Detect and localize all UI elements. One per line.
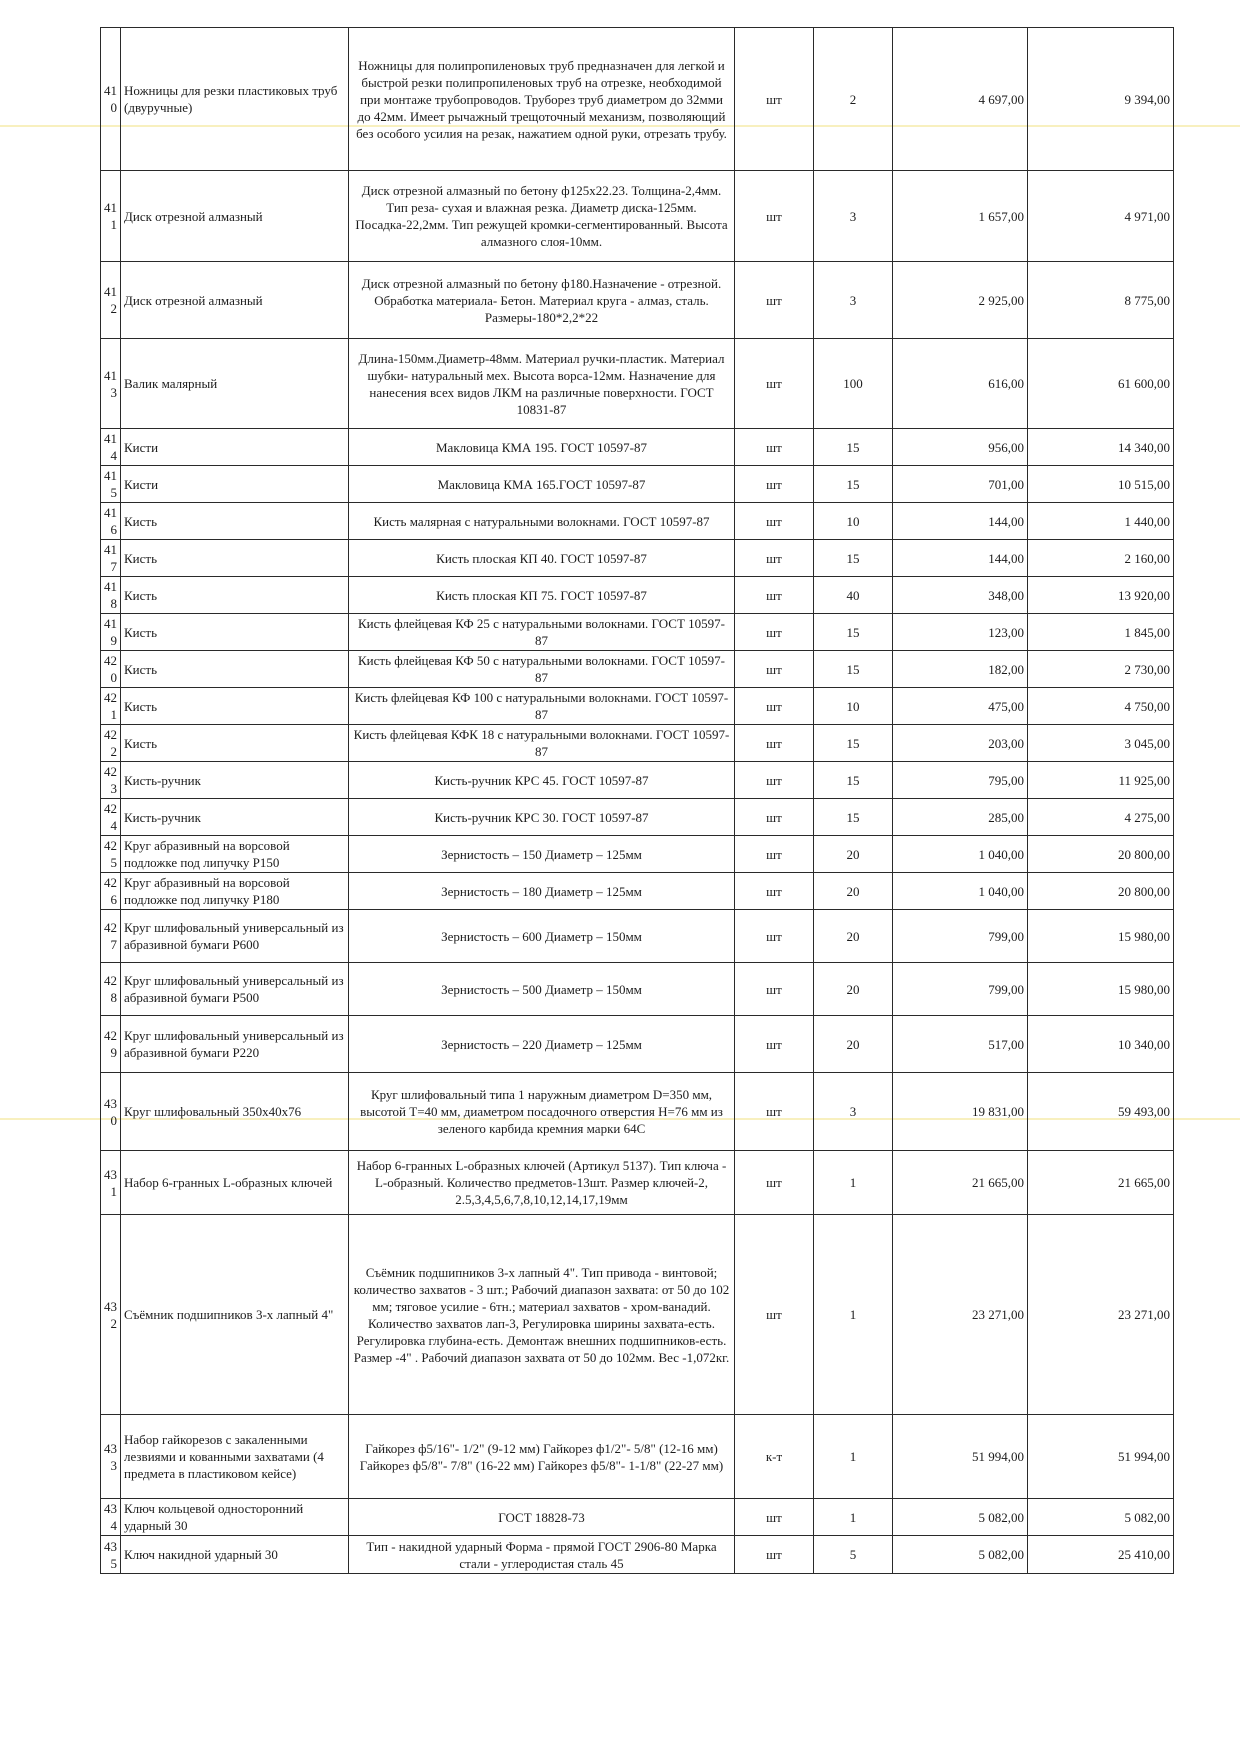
table-row — [101, 725, 1174, 762]
total-cell: 20 800,00 — [1028, 873, 1174, 910]
total-cell: 23 271,00 — [1028, 1215, 1174, 1415]
quantity-cell: 15 — [814, 540, 893, 577]
table-body — [101, 28, 1174, 1574]
total-cell: 13 920,00 — [1028, 577, 1174, 614]
quantity-cell: 20 — [814, 910, 893, 963]
quantity-cell: 15 — [814, 466, 893, 503]
total-cell: 4 275,00 — [1028, 799, 1174, 836]
item-description-cell: Кисть-ручник КРС 45. ГОСТ 10597-87 — [349, 762, 735, 799]
unit-cell: шт — [735, 28, 814, 171]
row-number-cell: 419 — [101, 614, 121, 651]
table-row — [101, 762, 1174, 799]
row-number-cell: 414 — [101, 429, 121, 466]
item-description-cell: Кисть флейцевая КФ 50 с натуральными волокнами. ГОСТ 10597-87 — [349, 651, 735, 688]
unit-cell: шт — [735, 1016, 814, 1073]
table-row — [101, 171, 1174, 262]
unit-cell: шт — [735, 171, 814, 262]
quantity-cell: 15 — [814, 614, 893, 651]
unit-cell: шт — [735, 429, 814, 466]
table-row — [101, 963, 1174, 1016]
unit-price-cell: 956,00 — [893, 429, 1028, 466]
item-name-cell: Кисть — [121, 614, 349, 651]
unit-price-cell: 795,00 — [893, 762, 1028, 799]
item-name-cell: Кисти — [121, 429, 349, 466]
unit-cell: шт — [735, 1215, 814, 1415]
table-row — [101, 339, 1174, 429]
item-description-cell: Гайкорез ф5/16"- 1/2" (9-12 мм) Гайкорез ф1/2"- 5/8" (12-16 мм) Гайкорез ф5/8"- 7/8" (16-22 мм) Гайкорез ф5/8"- 1-1/8" (22-27 мм) — [349, 1415, 735, 1499]
unit-cell: шт — [735, 466, 814, 503]
item-description-cell: Набор 6-гранных L-образных ключей (Артикул 5137). Тип ключа -L-образный. Количество предметов-13шт. Размер ключей-2, 2.5,3,4,5,6,7,8,10,12,14,17,19мм — [349, 1151, 735, 1215]
item-description-cell: Зернистость – 600 Диаметр – 150мм — [349, 910, 735, 963]
total-cell: 2 730,00 — [1028, 651, 1174, 688]
item-description-cell: Круг шлифовальный типа 1 наружным диаметром D=350 мм, высотой T=40 мм, диаметром посадочного отверстия H=76 мм из зеленого карбида кремния марки 64С — [349, 1073, 735, 1151]
table-row — [101, 1215, 1174, 1415]
unit-cell: шт — [735, 262, 814, 339]
item-description-cell: Кисть малярная с натуральными волокнами. ГОСТ 10597-87 — [349, 503, 735, 540]
quantity-cell: 2 — [814, 28, 893, 171]
quantity-cell: 1 — [814, 1499, 893, 1536]
unit-price-cell: 4 697,00 — [893, 28, 1028, 171]
quantity-cell: 20 — [814, 1016, 893, 1073]
unit-price-cell: 701,00 — [893, 466, 1028, 503]
item-description-cell: Макловица КМА 165.ГОСТ 10597-87 — [349, 466, 735, 503]
quantity-cell: 3 — [814, 171, 893, 262]
total-cell: 10 340,00 — [1028, 1016, 1174, 1073]
total-cell: 15 980,00 — [1028, 910, 1174, 963]
total-cell: 51 994,00 — [1028, 1415, 1174, 1499]
specification-table — [100, 27, 1174, 1574]
row-number-cell: 432 — [101, 1215, 121, 1415]
unit-price-cell: 182,00 — [893, 651, 1028, 688]
unit-cell: шт — [735, 577, 814, 614]
item-name-cell: Круг шлифовальный универсальный из абразивной бумаги Р500 — [121, 963, 349, 1016]
table-row — [101, 836, 1174, 873]
total-cell: 2 160,00 — [1028, 540, 1174, 577]
item-name-cell: Кисти — [121, 466, 349, 503]
quantity-cell: 15 — [814, 651, 893, 688]
unit-cell: шт — [735, 503, 814, 540]
table-row — [101, 688, 1174, 725]
unit-cell: шт — [735, 836, 814, 873]
row-number-cell: 413 — [101, 339, 121, 429]
item-description-cell: Зернистость – 500 Диаметр – 150мм — [349, 963, 735, 1016]
item-description-cell: Кисть флейцевая КФ 100 с натуральными волокнами. ГОСТ 10597-87 — [349, 688, 735, 725]
total-cell: 21 665,00 — [1028, 1151, 1174, 1215]
unit-cell: шт — [735, 799, 814, 836]
item-name-cell: Кисть — [121, 651, 349, 688]
item-description-cell: Зернистость – 180 Диаметр – 125мм — [349, 873, 735, 910]
item-name-cell: Валик малярный — [121, 339, 349, 429]
item-description-cell: Диск отрезной алмазный по бетону ф125х22.23. Толщина-2,4мм. Тип реза- сухая и влажная резка. Диаметр диска-125мм. Посадка-22,2мм. Тип режущей кромки-сегментированный. Высота алмазного слоя-10мм. — [349, 171, 735, 262]
item-name-cell: Кисть — [121, 688, 349, 725]
total-cell: 59 493,00 — [1028, 1073, 1174, 1151]
row-number-cell: 429 — [101, 1016, 121, 1073]
table-row — [101, 1016, 1174, 1073]
quantity-cell: 15 — [814, 725, 893, 762]
item-name-cell: Набор 6-гранных L-образных ключей — [121, 1151, 349, 1215]
quantity-cell: 100 — [814, 339, 893, 429]
quantity-cell: 15 — [814, 762, 893, 799]
quantity-cell: 10 — [814, 503, 893, 540]
total-cell: 9 394,00 — [1028, 28, 1174, 171]
unit-cell: шт — [735, 614, 814, 651]
unit-cell: шт — [735, 688, 814, 725]
unit-price-cell: 285,00 — [893, 799, 1028, 836]
item-description-cell: Зернистость – 220 Диаметр – 125мм — [349, 1016, 735, 1073]
item-name-cell: Диск отрезной алмазный — [121, 171, 349, 262]
item-description-cell: Кисть-ручник КРС 30. ГОСТ 10597-87 — [349, 799, 735, 836]
unit-cell: шт — [735, 762, 814, 799]
item-description-cell: Съёмник подшипников 3-х лапный 4". Тип привода - винтовой; количество захватов - 3 шт.; Рабочий диапазон захвата: от 50 до 102 мм; тяговое усилие - 6тн.; материал захватов - хром-ванадий. Количество захватов лап-3, Регулировка ширины захвата-есть. Регулировка глубина-есть. Демонтаж внешних подшипников-есть. Размер -4" . Рабочий диапазон захвата от 50 до 102мм. Вес -1,072кг. — [349, 1215, 735, 1415]
row-number-cell: 420 — [101, 651, 121, 688]
table-row — [101, 1499, 1174, 1536]
quantity-cell: 10 — [814, 688, 893, 725]
unit-price-cell: 799,00 — [893, 910, 1028, 963]
total-cell: 4 971,00 — [1028, 171, 1174, 262]
unit-price-cell: 475,00 — [893, 688, 1028, 725]
quantity-cell: 5 — [814, 1536, 893, 1574]
row-number-cell: 410 — [101, 28, 121, 171]
table-row — [101, 873, 1174, 910]
item-description-cell: Кисть плоская КП 75. ГОСТ 10597-87 — [349, 577, 735, 614]
item-name-cell: Кисть-ручник — [121, 799, 349, 836]
row-number-cell: 412 — [101, 262, 121, 339]
item-name-cell: Круг шлифовальный универсальный из абразивной бумаги Р600 — [121, 910, 349, 963]
unit-price-cell: 51 994,00 — [893, 1415, 1028, 1499]
total-cell: 5 082,00 — [1028, 1499, 1174, 1536]
total-cell: 1 845,00 — [1028, 614, 1174, 651]
total-cell: 20 800,00 — [1028, 836, 1174, 873]
unit-cell: шт — [735, 910, 814, 963]
unit-price-cell: 144,00 — [893, 503, 1028, 540]
total-cell: 3 045,00 — [1028, 725, 1174, 762]
item-description-cell: Зернистость – 150 Диаметр – 125мм — [349, 836, 735, 873]
item-description-cell: Макловица КМА 195. ГОСТ 10597-87 — [349, 429, 735, 466]
row-number-cell: 430 — [101, 1073, 121, 1151]
unit-cell: шт — [735, 1499, 814, 1536]
item-name-cell: Круг шлифовальный 350х40х76 — [121, 1073, 349, 1151]
row-number-cell: 415 — [101, 466, 121, 503]
item-name-cell: Набор гайкорезов с закаленными лезвиями и кованными захватами (4 предмета в пластиковом кейсе) — [121, 1415, 349, 1499]
unit-cell: шт — [735, 1073, 814, 1151]
table-row — [101, 577, 1174, 614]
table-row — [101, 262, 1174, 339]
unit-price-cell: 2 925,00 — [893, 262, 1028, 339]
table-row — [101, 503, 1174, 540]
unit-price-cell: 5 082,00 — [893, 1536, 1028, 1574]
unit-price-cell: 1 040,00 — [893, 873, 1028, 910]
unit-price-cell: 348,00 — [893, 577, 1028, 614]
row-number-cell: 416 — [101, 503, 121, 540]
unit-price-cell: 1 040,00 — [893, 836, 1028, 873]
total-cell: 4 750,00 — [1028, 688, 1174, 725]
unit-cell: шт — [735, 1536, 814, 1574]
item-name-cell: Круг шлифовальный универсальный из абразивной бумаги Р220 — [121, 1016, 349, 1073]
table-row — [101, 614, 1174, 651]
quantity-cell: 3 — [814, 262, 893, 339]
unit-price-cell: 23 271,00 — [893, 1215, 1028, 1415]
row-number-cell: 434 — [101, 1499, 121, 1536]
unit-cell: шт — [735, 651, 814, 688]
unit-price-cell: 1 657,00 — [893, 171, 1028, 262]
quantity-cell: 20 — [814, 963, 893, 1016]
unit-cell: шт — [735, 725, 814, 762]
unit-cell: шт — [735, 963, 814, 1016]
item-description-cell: Тип - накидной ударный Форма - прямой ГОСТ 2906-80 Марка стали - углеродистая сталь 45 — [349, 1536, 735, 1574]
row-number-cell: 418 — [101, 577, 121, 614]
table-row — [101, 28, 1174, 171]
quantity-cell: 20 — [814, 873, 893, 910]
unit-price-cell: 203,00 — [893, 725, 1028, 762]
quantity-cell: 3 — [814, 1073, 893, 1151]
row-number-cell: 428 — [101, 963, 121, 1016]
item-name-cell: Ключ накидной ударный 30 — [121, 1536, 349, 1574]
unit-price-cell: 19 831,00 — [893, 1073, 1028, 1151]
table-row — [101, 1151, 1174, 1215]
item-name-cell: Съёмник подшипников 3-х лапный 4" — [121, 1215, 349, 1415]
unit-cell: шт — [735, 873, 814, 910]
unit-price-cell: 144,00 — [893, 540, 1028, 577]
row-number-cell: 426 — [101, 873, 121, 910]
item-description-cell: Кисть флейцевая КФК 18 с натуральными волокнами. ГОСТ 10597-87 — [349, 725, 735, 762]
item-name-cell: Кисть — [121, 725, 349, 762]
row-number-cell: 433 — [101, 1415, 121, 1499]
quantity-cell: 1 — [814, 1215, 893, 1415]
row-number-cell: 425 — [101, 836, 121, 873]
table-row — [101, 799, 1174, 836]
unit-cell: шт — [735, 540, 814, 577]
item-name-cell: Круг абразивный на ворсовой подложке под липучку Р180 — [121, 873, 349, 910]
row-number-cell: 435 — [101, 1536, 121, 1574]
row-number-cell: 417 — [101, 540, 121, 577]
unit-cell: к-т — [735, 1415, 814, 1499]
item-name-cell: Ножницы для резки пластиковых труб (двуручные) — [121, 28, 349, 171]
total-cell: 15 980,00 — [1028, 963, 1174, 1016]
table-row — [101, 1536, 1174, 1574]
item-name-cell: Кисть — [121, 540, 349, 577]
total-cell: 11 925,00 — [1028, 762, 1174, 799]
item-name-cell: Круг абразивный на ворсовой подложке под липучку Р150 — [121, 836, 349, 873]
total-cell: 25 410,00 — [1028, 1536, 1174, 1574]
unit-price-cell: 616,00 — [893, 339, 1028, 429]
unit-price-cell: 5 082,00 — [893, 1499, 1028, 1536]
unit-cell: шт — [735, 1151, 814, 1215]
item-description-cell: ГОСТ 18828-73 — [349, 1499, 735, 1536]
unit-price-cell: 517,00 — [893, 1016, 1028, 1073]
unit-price-cell: 21 665,00 — [893, 1151, 1028, 1215]
row-number-cell: 422 — [101, 725, 121, 762]
total-cell: 61 600,00 — [1028, 339, 1174, 429]
quantity-cell: 15 — [814, 429, 893, 466]
quantity-cell: 20 — [814, 836, 893, 873]
unit-price-cell: 123,00 — [893, 614, 1028, 651]
table-row — [101, 540, 1174, 577]
row-number-cell: 423 — [101, 762, 121, 799]
item-description-cell: Ножницы для полипропиленовых труб предназначен для легкой и быстрой резки полипропиленовых труб на отрезке, необходимой при монтаже трубопроводов. Труборез труб диаметром до 32мми до 42мм. Имеет рычажный трещоточный механизм, позволяющий без особого усилия на резак, нажатием одной руки, отрезать трубу. — [349, 28, 735, 171]
unit-price-cell: 799,00 — [893, 963, 1028, 1016]
row-number-cell: 431 — [101, 1151, 121, 1215]
row-number-cell: 411 — [101, 171, 121, 262]
item-name-cell: Диск отрезной алмазный — [121, 262, 349, 339]
item-description-cell: Диск отрезной алмазный по бетону ф180.Назначение - отрезной. Обработка материала- Бетон. Материал круга - алмаз, сталь. Размеры-180*2,2*22 — [349, 262, 735, 339]
item-name-cell: Кисть — [121, 577, 349, 614]
quantity-cell: 15 — [814, 799, 893, 836]
table-row — [101, 651, 1174, 688]
total-cell: 14 340,00 — [1028, 429, 1174, 466]
item-name-cell: Ключ кольцевой односторонний ударный 30 — [121, 1499, 349, 1536]
item-description-cell: Кисть флейцевая КФ 25 с натуральными волокнами. ГОСТ 10597-87 — [349, 614, 735, 651]
row-number-cell: 427 — [101, 910, 121, 963]
table-row — [101, 1415, 1174, 1499]
item-name-cell: Кисть — [121, 503, 349, 540]
item-description-cell: Длина-150мм.Диаметр-48мм. Материал ручки-пластик. Материал шубки- натуральный мех. Высота ворса-12мм. Назначение для нанесения всех видов ЛКМ на различные поверхности. ГОСТ 10831-87 — [349, 339, 735, 429]
quantity-cell: 1 — [814, 1415, 893, 1499]
item-description-cell: Кисть плоская КП 40. ГОСТ 10597-87 — [349, 540, 735, 577]
quantity-cell: 40 — [814, 577, 893, 614]
row-number-cell: 424 — [101, 799, 121, 836]
item-name-cell: Кисть-ручник — [121, 762, 349, 799]
row-number-cell: 421 — [101, 688, 121, 725]
table-row — [101, 1073, 1174, 1151]
total-cell: 1 440,00 — [1028, 503, 1174, 540]
unit-cell: шт — [735, 339, 814, 429]
total-cell: 10 515,00 — [1028, 466, 1174, 503]
table-row — [101, 910, 1174, 963]
quantity-cell: 1 — [814, 1151, 893, 1215]
table-row — [101, 429, 1174, 466]
table-row — [101, 466, 1174, 503]
total-cell: 8 775,00 — [1028, 262, 1174, 339]
